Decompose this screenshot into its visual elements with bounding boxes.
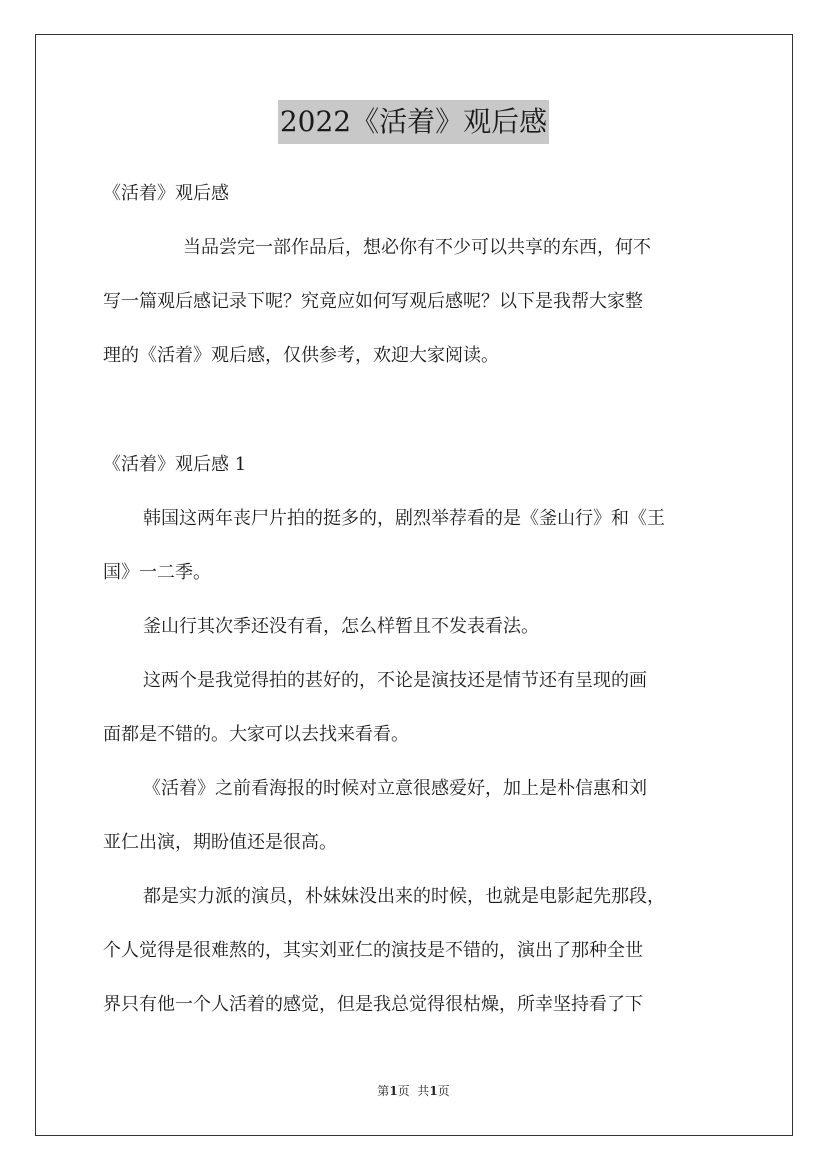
document-title: 2022《活着》观后感 (278, 100, 549, 144)
body-line: 亚仁出演，期盼值还是很高。 (103, 832, 337, 853)
body-line: 国》一二季。 (103, 562, 211, 583)
footer-page-current: 1 (389, 1084, 398, 1098)
section-heading-1: 《活着》观后感 1 (103, 454, 247, 475)
title-container (0, 100, 827, 144)
body-line: 釜山行其次季还没有看，怎么样暂且不发表看法。 (143, 616, 539, 637)
body-line: 这两个是我觉得拍的甚好的，不论是演技还是情节还有呈现的画 (143, 670, 647, 691)
body-line: 界只有他一个人活着的感觉，但是我总觉得很枯燥，所幸坚持看了下 (103, 994, 643, 1015)
body-line: 《活着》之前看海报的时候对立意很感爱好，加上是朴信惠和刘 (143, 778, 647, 799)
footer-page-mid: 页 共 (397, 1084, 430, 1098)
footer-page-total: 1 (429, 1084, 438, 1098)
body-line: 韩国这两年丧尸片拍的挺多的，剧烈举荐看的是《釜山行》和《王 (143, 508, 665, 529)
footer-page-suffix: 页 (437, 1084, 450, 1098)
body-line: 个人觉得是很难熬的，其实刘亚仁的演技是不错的，演出了那种全世 (103, 940, 643, 961)
page-footer (0, 1083, 827, 1099)
intro-line-2: 写一篇观后感记录下呢？究竟应如何写观后感呢？以下是我帮大家整 (103, 291, 643, 312)
intro-line-3: 理的《活着》观后感，仅供参考，欢迎大家阅读。 (103, 345, 499, 366)
body-line: 面都是不错的。大家可以去找来看看。 (103, 724, 409, 745)
intro-line-1: 当品尝完一部作品后，想必你有不少可以共享的东西，何不 (183, 237, 651, 258)
footer-page-prefix: 第 (377, 1084, 390, 1098)
section-heading: 《活着》观后感 (103, 183, 229, 204)
body-line: 都是实力派的演员，朴妹妹没出来的时候，也就是电影起先那段， (143, 886, 665, 907)
